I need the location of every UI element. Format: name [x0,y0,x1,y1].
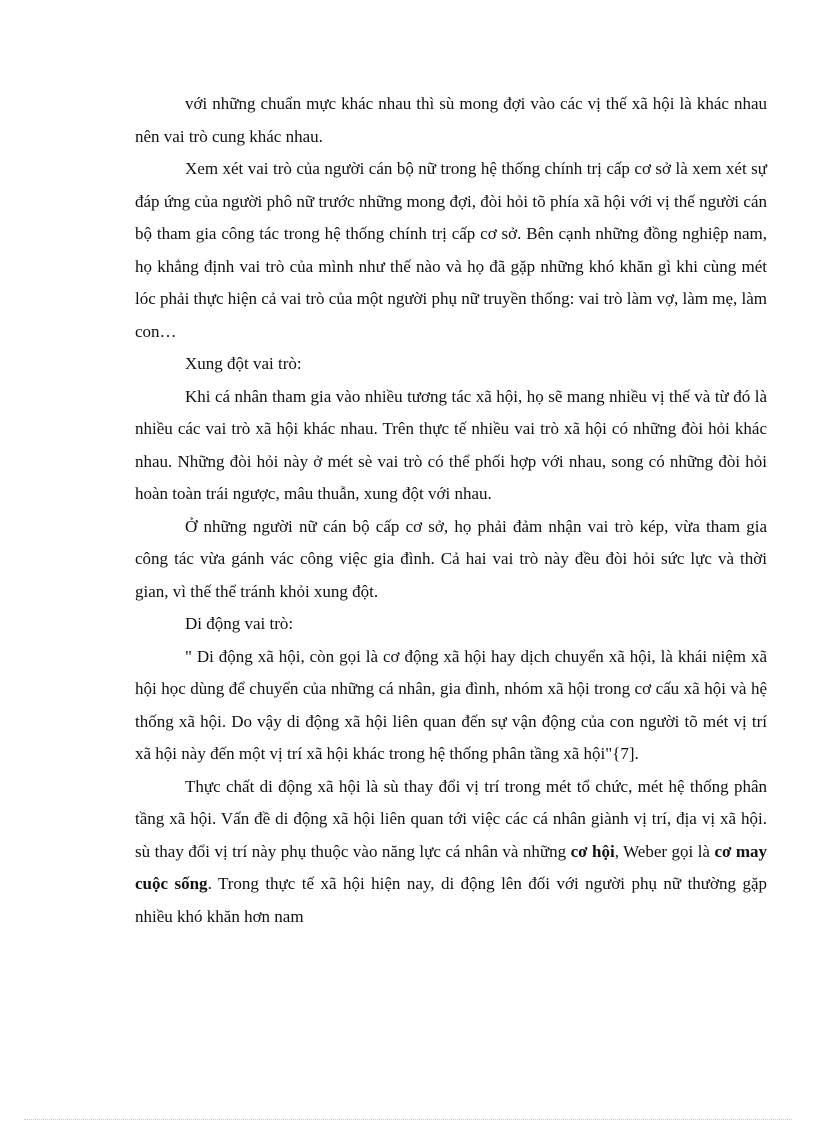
text-segment: , Weber gọi là [614,841,715,861]
page-bottom-dotted-rule [24,1119,792,1120]
paragraph-female-cadre-role: Xem xét vai trò của người cán bộ nữ trong hệ thống chính trị cấp cơ sở là xem xét sự đáp ứng của người phô nữ trước những mong đợi, đòi hỏi tõ phía xã hội với vị thế người cán bộ tham gia công tác trong hệ thống chính trị cấp cơ sở. Bên cạnh những đồng nghiệp nam, họ khẳng định vai trò của mình như thế nào và họ đã gặp những khó khăn gì khi cùng mét lóc phải thực hiện cả vai trò của một người phụ nữ truyền thống: vai trò làm vợ, làm mẹ, làm con… [135,159,767,341]
heading-role-mobility: Di động vai trò: [185,614,294,633]
document-page [135,88,767,933]
paragraph-social-mobility-quote: " Di động xã hội, còn gọi là cơ động xã hội hay dịch chuyển xã hội, là khái niệm xã hội học dùng để chuyển của những cá nhân, gia đình, nhóm xã hội trong cơ cấu xã hội và hệ thống xã hội. Do vậy di động xã hội liên quan đến sự vận động của con người tõ mét vị trí xã hội này đến một vị trí xã hội khác trong hệ thống phân tầng xã hội"{7]. [135,646,767,763]
bold-term-opportunity: cơ hội [570,841,615,861]
paragraph-multiple-roles: Khi cá nhân tham gia vào nhiều tương tác xã hội, họ sẽ mang nhiều vị thế và từ đó là nhiều các vai trò xã hội khác nhau. Trên thực tế nhiều vai trò xã hội có những đòi hỏi khác nhau. Những đòi hỏi này ở mét sè vai trò có thể phối hợp với nhau, song có những đòi hỏi hoàn toàn trái ngược, mâu thuẫn, xung đột với nhau. [135,386,767,503]
text-segment: Thực chất di động xã hội là sù thay đổi vị trí trong mét tổ chức, mét hệ thống phân tầng xã hội. Vấn đề di động xã hội liên quan tới việc các cá nhân giành vị trí, địa vị xã hội. sù thay đổi vị trí này phụ thuộc vào năng lực cá nhân và những [135,776,767,861]
paragraph-dual-role: Ở những người nữ cán bộ cấp cơ sở, họ phải đảm nhận vai trò kép, vừa tham gia công tác vừa gánh vác công việc gia đình. Cả hai vai trò này đều đòi hỏi sức lực và thời gian, vì thế thể tránh khỏi xung đột. [135,516,767,601]
paragraph-roles-expectations: với những chuẩn mực khác nhau thì sù mong đợi vào các vị thế xã hội là khác nhau nên vai trò cung khác nhau. [135,94,767,146]
text-segment: . Trong thực tế xã hội hiện nay, di động lên đối với người phụ nữ thường gặp nhiều khó khăn hơn nam [135,874,767,926]
heading-role-conflict: Xung đột vai trò: [185,354,302,373]
bold-term-life-chances: cơ may cuộc sống [135,841,768,893]
paragraph-mobility-essence [135,771,767,934]
